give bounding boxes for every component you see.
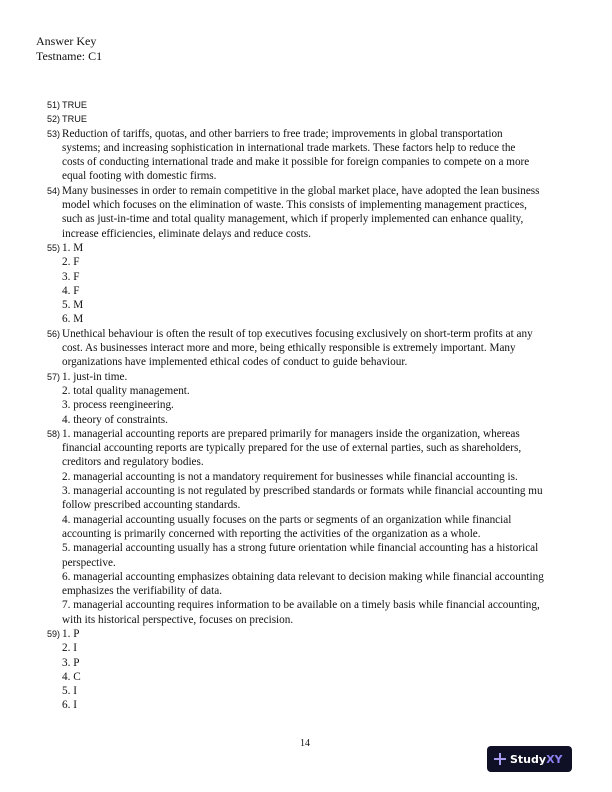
answer-item [47,327,612,370]
answer-item [47,427,612,627]
answer-body [62,127,612,184]
answer-body [62,98,612,112]
answer-line: equal footing with domestic firms. [62,170,217,183]
answer-number: 54) [47,185,61,196]
answer-line: TRUE [62,114,88,125]
answer-item [47,127,612,184]
answer-line: 2. managerial accounting is not a mandatory requirement for businesses while financial accounting is. [62,470,518,483]
answer-line: such as just-in-time and total quality management, which if properly implemented can enhance quality, [62,213,524,226]
answer-number: 58) [47,428,61,439]
answer-line: emphasizes the verifiability of data. [62,585,222,598]
answer-line: 4. theory of constraints. [62,413,168,426]
answer-item [47,370,612,427]
answer-line: 6. managerial accounting emphasizes obtaining data relevant to decision making while financial accounting [62,570,544,583]
answer-item [47,627,612,713]
answer-list [47,98,612,713]
answer-line: 2. F [62,256,80,269]
answer-body [62,427,612,627]
answer-number: 56) [47,328,61,339]
answer-item [47,98,612,112]
answer-number: 55) [47,242,61,253]
answer-body [62,327,612,370]
answer-item [47,112,612,126]
answer-line: 3. managerial accounting is not regulated by prescribed standards or formats while financial accounting mu [62,485,543,498]
document-header [36,34,102,64]
answer-line: 4. F [62,284,80,297]
answer-line: 1. M [62,241,84,254]
answer-body [62,627,612,713]
answer-item [47,241,612,327]
badge-label-prefix: Study [510,752,547,766]
answer-line: 6. M [62,313,84,326]
answer-line: perspective. [62,556,116,569]
answer-number: 53) [47,128,61,139]
answer-body [62,370,612,427]
answer-line: 1. P [62,627,80,640]
answer-number: 52) [47,114,61,125]
badge-label [510,753,563,766]
answer-line: 2. total quality management. [62,384,190,397]
answer-line: Reduction of tariffs, quotas, and other barriers to free trade; improvements in global transportation [62,127,503,140]
answer-line: 3. P [62,656,80,669]
studyxy-badge[interactable] [487,746,572,772]
answer-line: accounting is primarily concerned with reporting the activities of the organization as a whole. [62,527,481,540]
answer-line: increase efficiencies, eliminate delays and reduce costs. [62,227,311,240]
answer-line: with its historical perspective, focuses on precision. [62,613,294,626]
badge-label-suffix: XY [546,752,563,766]
answer-line: TRUE [62,100,88,110]
answer-number: 51) [47,100,61,110]
answer-line: 3. process reengineering. [62,399,174,412]
answer-line: 5. managerial accounting usually has a strong future orientation while financial accounting has a historical [62,542,539,555]
answer-line: 1. just-in time. [62,370,128,383]
answer-number: 57) [47,371,61,382]
answer-line: 5. M [62,299,84,312]
answer-line: 4. managerial accounting usually focuses on the parts or segments of an organization while financial [62,513,512,526]
answer-item [47,184,612,241]
answer-line: costs of conducting international trade and make it possible for foreign companies to compete on a more [62,156,530,169]
answer-line: 7. managerial accounting requires information to be available on a timely basis while financial accounting, [62,599,540,612]
answer-line: follow prescribed accounting standards. [62,499,241,512]
answer-line: 1. managerial accounting reports are prepared primarily for managers inside the organization, whereas [62,427,520,440]
answer-line: 5. I [62,685,77,698]
page-number: 14 [300,738,310,749]
answer-line: creditors and regulatory bodies. [62,456,204,469]
answer-line: organizations have implemented ethical codes of conduct to guide behaviour. [62,356,408,369]
answer-body [62,241,612,327]
answer-line: systems; and increasing sophistication in international trade markets. These factors help to reduce the [62,141,516,154]
answer-line: Many businesses in order to remain competitive in the global market place, have adopted the lean business [62,184,540,197]
answer-line: 4. C [62,670,81,683]
answer-line: 3. F [62,270,80,283]
testname: Testname: C1 [36,49,103,63]
answer-body [62,112,612,126]
answer-line: financial accounting reports are typically prepared for the use of external parties, such as shareholders, [62,442,522,455]
answer-body [62,184,612,241]
answer-line: Unethical behaviour is often the result of top executives focusing exclusively on short-term profits at any [62,327,533,340]
answer-line: 6. I [62,699,77,712]
answer-number: 59) [47,628,61,639]
answer-line: cost. As businesses interact more and more, being ethically responsible is extremely important. Many [62,342,516,355]
answer-key-title: Answer Key [36,34,97,48]
answer-line: 2. I [62,642,77,655]
answer-line: model which focuses on the elimination of waste. This consists of implementing management practices, [62,199,527,212]
plus-icon [494,753,506,765]
